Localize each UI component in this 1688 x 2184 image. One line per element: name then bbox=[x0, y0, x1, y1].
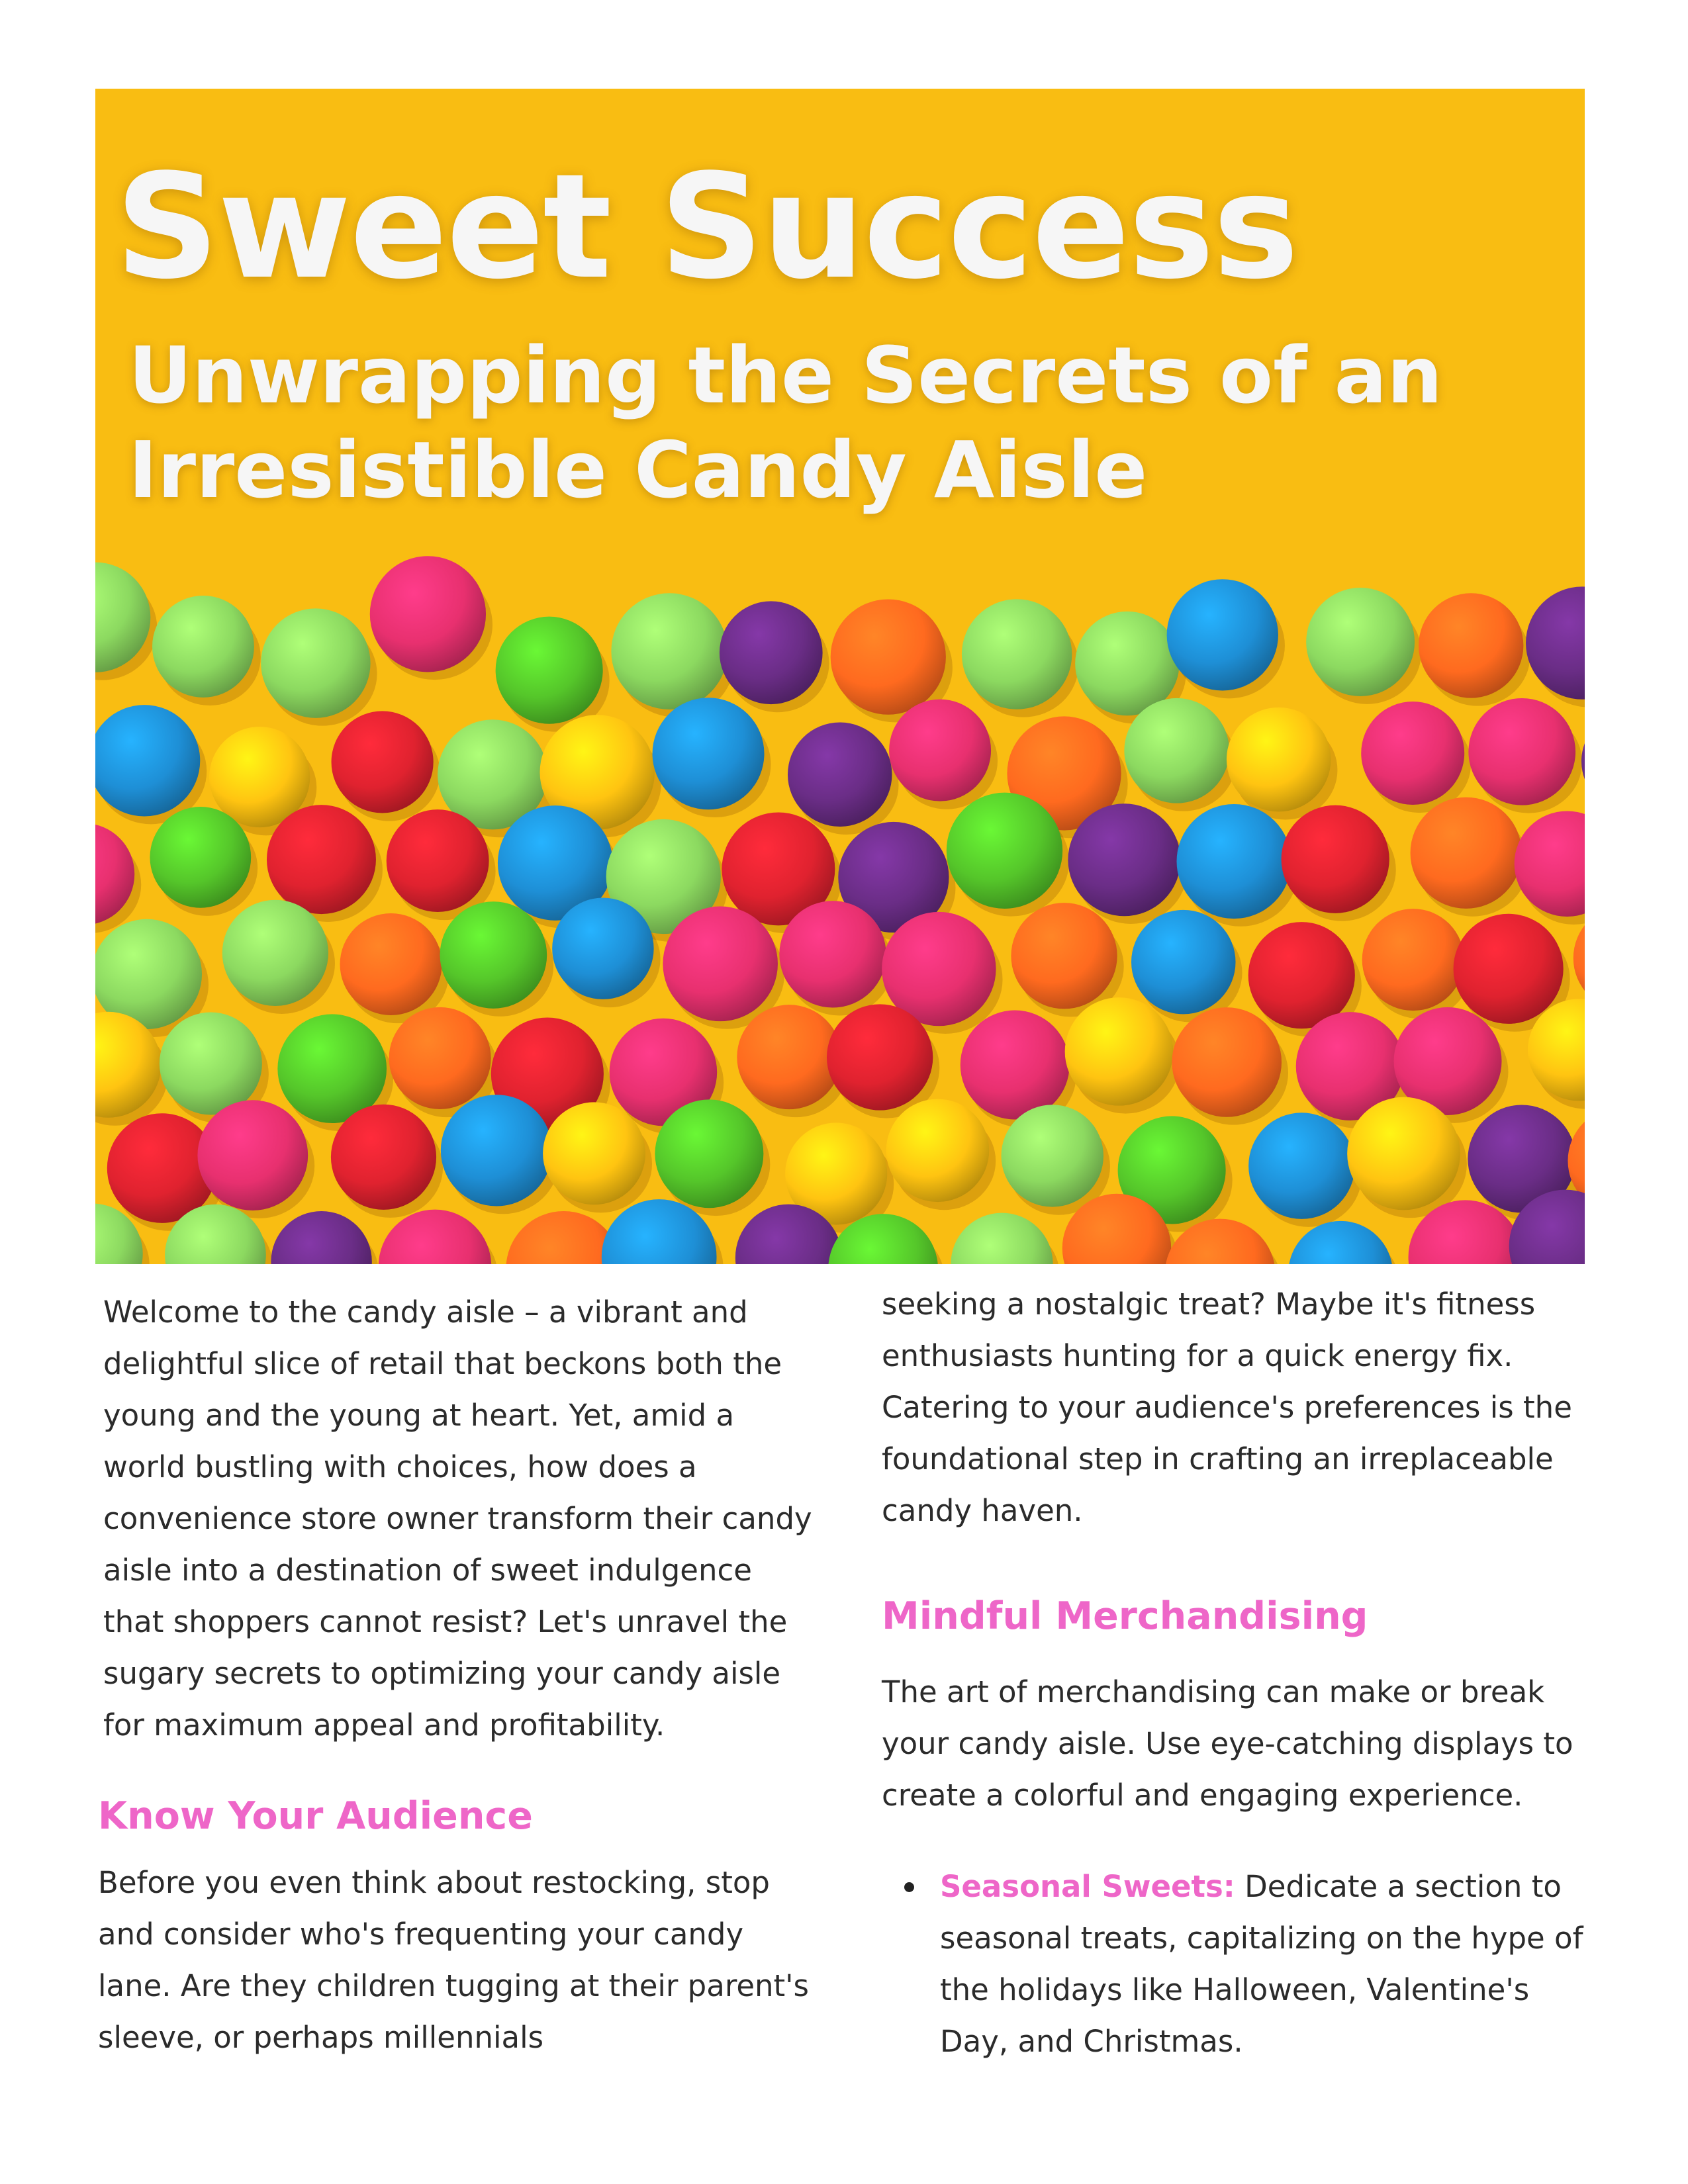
candy-piece bbox=[1282, 805, 1389, 913]
candy-piece bbox=[1172, 1007, 1282, 1117]
candy-piece bbox=[1526, 586, 1585, 699]
candy-piece bbox=[788, 723, 892, 827]
merchandising-paragraph: The art of merchandising can make or break your candy aisle. Use eye-catching displays to create a colorful and engaging experience. bbox=[882, 1674, 1573, 1813]
section-heading-audience: Know Your Audience bbox=[98, 1794, 533, 1838]
candy-piece bbox=[440, 901, 547, 1009]
candy-piece bbox=[1002, 1105, 1103, 1206]
candy-piece bbox=[552, 897, 653, 999]
candy-piece bbox=[496, 617, 603, 724]
candy-piece bbox=[1454, 914, 1564, 1024]
audience-paragraph-continued: seeking a nostalgic treat? Maybe it's fitness enthusiasts hunting for a quick energy fix. Catering to your audience's preferences is the foundational step in crafting an irreplaceable candy haven. bbox=[882, 1287, 1572, 1528]
candy-piece bbox=[1288, 1221, 1393, 1264]
candy-piece bbox=[1515, 811, 1585, 917]
right-column bbox=[882, 1279, 1590, 2068]
merchandising-bullet-list bbox=[882, 1861, 1590, 2068]
candy-piece bbox=[1124, 698, 1229, 803]
candy-piece bbox=[1361, 702, 1464, 805]
candy-piece bbox=[543, 1102, 645, 1205]
candy-piece bbox=[1131, 910, 1236, 1015]
candy-piece bbox=[441, 1095, 552, 1206]
candy-piece bbox=[331, 1105, 436, 1210]
candy-piece bbox=[889, 700, 991, 801]
candy-piece bbox=[1581, 711, 1585, 811]
candy-piece bbox=[1167, 579, 1278, 690]
candy-piece bbox=[1065, 997, 1174, 1106]
candy-piece bbox=[653, 698, 765, 809]
candy-piece bbox=[947, 793, 1062, 909]
candy-piece bbox=[1068, 803, 1180, 916]
candy-piece bbox=[1362, 909, 1464, 1011]
candy-piece bbox=[389, 1007, 491, 1109]
candy-piece bbox=[1248, 922, 1355, 1028]
section-heading-merchandising: Mindful Merchandising bbox=[882, 1594, 1368, 1638]
candy-piece bbox=[152, 596, 254, 698]
candy-piece bbox=[261, 608, 370, 717]
candy-piece bbox=[379, 1210, 491, 1264]
candy-piece bbox=[1468, 698, 1575, 805]
audience-paragraph: Before you even think about restocking, stop and consider who's frequenting your candy lane. Are they children tugging at their parent's sleeve, or perhaps millennials bbox=[98, 1865, 810, 2055]
bullet-icon bbox=[904, 1882, 914, 1892]
page-subtitle: Unwrapping the Secrets of an Irresistible Candy Aisle bbox=[128, 330, 1443, 516]
candy-piece bbox=[1011, 903, 1117, 1009]
candy-piece bbox=[271, 1211, 371, 1264]
candy-piece bbox=[222, 900, 328, 1006]
bullet-label: Seasonal Sweets: bbox=[940, 1869, 1235, 1904]
candy-piece bbox=[150, 807, 251, 908]
candy-piece bbox=[655, 1099, 763, 1208]
candy-piece bbox=[1411, 797, 1522, 909]
intro-paragraph: Welcome to the candy aisle – a vibrant and delightful slice of retail that beckons both the young and the young at heart. Yet, amid a world bustling with choices, how does a convenience store owner transform their candy aisle into a destination of sweet indulgence that shoppers cannot resist? Let's unravel the sugary secrets to optimizing your candy aisle for maximum appeal and profitability. bbox=[103, 1295, 812, 1743]
candy-piece bbox=[611, 593, 727, 709]
candy-piece bbox=[962, 599, 1072, 709]
candy-piece bbox=[370, 556, 486, 672]
candy-piece bbox=[951, 1213, 1053, 1264]
candy-piece bbox=[779, 901, 886, 1007]
candy-piece bbox=[1177, 804, 1291, 919]
candy-piece bbox=[886, 1099, 990, 1203]
candy-piece bbox=[1248, 1113, 1355, 1219]
candy-piece bbox=[1419, 593, 1523, 698]
candy-piece bbox=[1227, 707, 1331, 812]
candy-piece bbox=[663, 907, 778, 1022]
candy-piece bbox=[831, 600, 946, 715]
left-column bbox=[98, 1287, 820, 2064]
candy-piece bbox=[827, 1004, 933, 1110]
candy-piece bbox=[1347, 1097, 1460, 1210]
candy-piece bbox=[1306, 588, 1415, 696]
candy-piece bbox=[340, 913, 442, 1015]
candy-piece bbox=[197, 1100, 308, 1210]
hero-banner bbox=[95, 89, 1585, 1264]
candy-piece bbox=[387, 809, 489, 912]
list-item bbox=[882, 1861, 1590, 2068]
candy-piece bbox=[332, 711, 434, 813]
page-title: Sweet Success bbox=[115, 144, 1298, 311]
candy-piece bbox=[720, 601, 823, 704]
bullet-text: Dedicate a section to seasonal treats, capitalizing on the hype of the holidays like Halloween, Valentine's Day, and Christmas. bbox=[940, 1869, 1583, 2059]
candy-piece bbox=[160, 1012, 262, 1115]
candy-piece bbox=[267, 805, 376, 914]
candy-piece bbox=[737, 1005, 841, 1109]
candy-piece bbox=[961, 1011, 1070, 1120]
